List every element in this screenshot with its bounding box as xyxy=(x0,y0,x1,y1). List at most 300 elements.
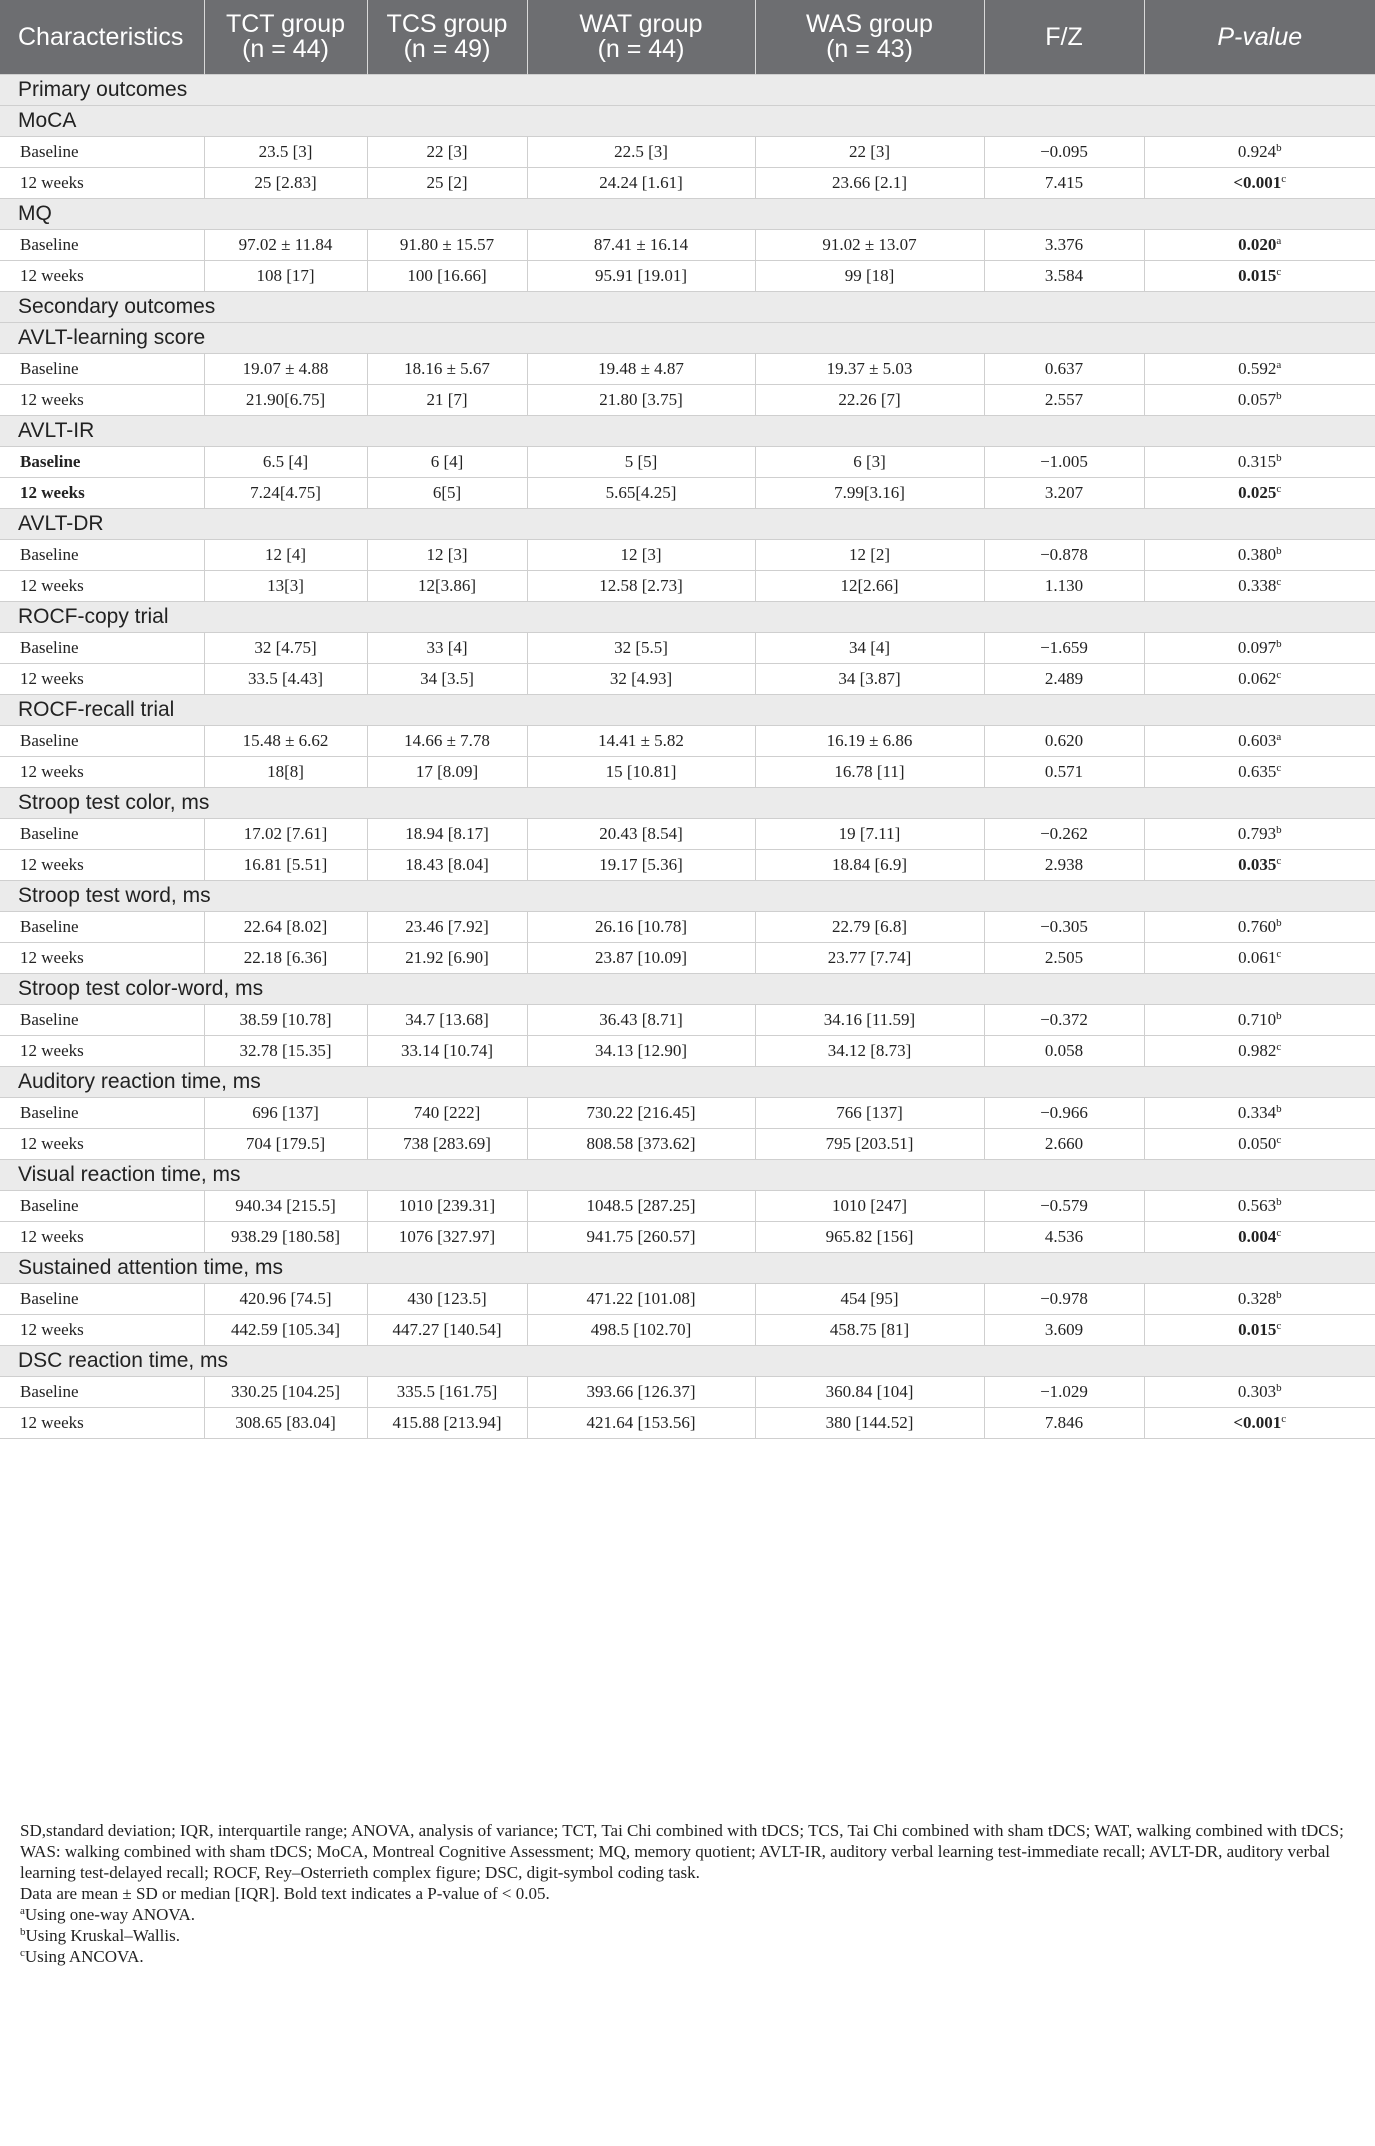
cell-tct: 18[8] xyxy=(204,757,367,788)
cell-p-value xyxy=(1144,912,1375,943)
cell-wat: 12 [3] xyxy=(527,540,755,571)
p-value: 0.710 xyxy=(1237,1010,1277,1029)
row-label: Baseline xyxy=(0,819,204,850)
p-value-footnote-mark: b xyxy=(1276,1382,1282,1394)
cell-tct: 22.64 [8.02] xyxy=(204,912,367,943)
section-row xyxy=(0,695,1375,726)
cell-tcs: 25 [2] xyxy=(367,168,527,199)
cell-wat: 22.5 [3] xyxy=(527,137,755,168)
cell-fz: −1.659 xyxy=(984,633,1144,664)
section-row xyxy=(0,1253,1375,1284)
cell-wat: 498.5 [102.70] xyxy=(527,1315,755,1346)
p-value-footnote-mark: a xyxy=(1276,359,1282,371)
cell-p-value xyxy=(1144,478,1375,509)
cell-p-value xyxy=(1144,1098,1375,1129)
cell-wat: 95.91 [19.01] xyxy=(527,261,755,292)
cell-was: 34.16 [11.59] xyxy=(755,1005,984,1036)
cell-p-value xyxy=(1144,230,1375,261)
section-label: Secondary outcomes xyxy=(0,292,1375,323)
p-value: 0.062 xyxy=(1238,669,1277,688)
cell-tct: 940.34 [215.5] xyxy=(204,1191,367,1222)
cell-wat: 21.80 [3.75] xyxy=(527,385,755,416)
p-value-footnote-mark: c xyxy=(1276,1227,1282,1239)
cell-tct: 420.96 [74.5] xyxy=(204,1284,367,1315)
cell-tct: 25 [2.83] xyxy=(204,168,367,199)
p-value: 0.050 xyxy=(1238,1134,1277,1153)
p-value: 0.328 xyxy=(1237,1289,1277,1308)
cell-p-value xyxy=(1144,261,1375,292)
cell-was: 19 [7.11] xyxy=(755,819,984,850)
p-value-footnote-mark: c xyxy=(1276,576,1282,588)
footnote-item xyxy=(20,1946,1365,1967)
cell-tct: 17.02 [7.61] xyxy=(204,819,367,850)
section-label: MQ xyxy=(0,199,1375,230)
cell-wat: 421.64 [153.56] xyxy=(527,1408,755,1439)
footnote-mark: c xyxy=(20,1947,25,1959)
p-value: 0.635 xyxy=(1238,762,1277,781)
cell-tct: 32.78 [15.35] xyxy=(204,1036,367,1067)
cell-tcs: 17 [8.09] xyxy=(367,757,527,788)
cell-fz: −1.005 xyxy=(984,447,1144,478)
cell-was: 34 [4] xyxy=(755,633,984,664)
cell-tcs: 34.7 [13.68] xyxy=(367,1005,527,1036)
cell-tct: 938.29 [180.58] xyxy=(204,1222,367,1253)
cell-fz: 3.584 xyxy=(984,261,1144,292)
cell-fz: 0.637 xyxy=(984,354,1144,385)
section-row xyxy=(0,1160,1375,1191)
cell-tct: 108 [17] xyxy=(204,261,367,292)
p-value-footnote-mark: c xyxy=(1276,1041,1282,1053)
section-label: Stroop test color, ms xyxy=(0,788,1375,819)
cell-fz: 3.207 xyxy=(984,478,1144,509)
table-body xyxy=(0,75,1375,1439)
cell-tct: 33.5 [4.43] xyxy=(204,664,367,695)
cell-wat: 1048.5 [287.25] xyxy=(527,1191,755,1222)
p-value-footnote-mark: b xyxy=(1276,452,1282,464)
cell-wat: 34.13 [12.90] xyxy=(527,1036,755,1067)
cell-tct: 22.18 [6.36] xyxy=(204,943,367,974)
row-label: 12 weeks xyxy=(0,1315,204,1346)
cell-was: 34.12 [8.73] xyxy=(755,1036,984,1067)
section-label: AVLT-IR xyxy=(0,416,1375,447)
cell-p-value xyxy=(1144,633,1375,664)
cell-tct: 19.07 ± 4.88 xyxy=(204,354,367,385)
table-row xyxy=(0,385,1375,416)
header-was: WAS group (n = 43) xyxy=(755,0,984,75)
p-value: 0.097 xyxy=(1237,638,1277,657)
cell-was: 22.26 [7] xyxy=(755,385,984,416)
row-label: 12 weeks xyxy=(0,1408,204,1439)
section-label: Primary outcomes xyxy=(0,75,1375,106)
cell-p-value xyxy=(1144,354,1375,385)
cell-was: 458.75 [81] xyxy=(755,1315,984,1346)
table-row xyxy=(0,1129,1375,1160)
table-row xyxy=(0,447,1375,478)
cell-tct: 6.5 [4] xyxy=(204,447,367,478)
table-row xyxy=(0,943,1375,974)
p-value: 0.380 xyxy=(1237,545,1277,564)
cell-tct: 696 [137] xyxy=(204,1098,367,1129)
cell-fz: −0.262 xyxy=(984,819,1144,850)
row-label: Baseline xyxy=(0,540,204,571)
cell-fz: 2.557 xyxy=(984,385,1144,416)
p-value-footnote-mark: c xyxy=(1276,1320,1282,1332)
cell-fz: −0.095 xyxy=(984,137,1144,168)
cell-p-value xyxy=(1144,137,1375,168)
p-value-footnote-mark: c xyxy=(1276,762,1282,774)
row-label: Baseline xyxy=(0,912,204,943)
cell-tcs: 415.88 [213.94] xyxy=(367,1408,527,1439)
header-tct-n: (n = 44) xyxy=(242,35,329,63)
row-label: Baseline xyxy=(0,1284,204,1315)
cell-was: 34 [3.87] xyxy=(755,664,984,695)
cell-fz: 3.376 xyxy=(984,230,1144,261)
cell-tcs: 34 [3.5] xyxy=(367,664,527,695)
cell-tct: 32 [4.75] xyxy=(204,633,367,664)
p-value-footnote-mark: b xyxy=(1276,824,1282,836)
cell-tcs: 18.43 [8.04] xyxy=(367,850,527,881)
cell-wat: 87.41 ± 16.14 xyxy=(527,230,755,261)
cell-fz: −0.878 xyxy=(984,540,1144,571)
row-label: 12 weeks xyxy=(0,478,204,509)
cell-tcs: 6[5] xyxy=(367,478,527,509)
p-value-footnote-mark: b xyxy=(1276,917,1282,929)
cell-tcs: 12[3.86] xyxy=(367,571,527,602)
row-label: Baseline xyxy=(0,354,204,385)
cell-tct: 16.81 [5.51] xyxy=(204,850,367,881)
cell-was: 965.82 [156] xyxy=(755,1222,984,1253)
table-row xyxy=(0,1284,1375,1315)
row-label: 12 weeks xyxy=(0,1222,204,1253)
cell-p-value xyxy=(1144,385,1375,416)
cell-wat: 808.58 [373.62] xyxy=(527,1129,755,1160)
section-label: MoCA xyxy=(0,106,1375,137)
p-value-footnote-mark: c xyxy=(1276,483,1282,495)
section-label: Stroop test color-word, ms xyxy=(0,974,1375,1005)
cell-was: 16.78 [11] xyxy=(755,757,984,788)
section-row xyxy=(0,881,1375,912)
p-value-footnote-mark: b xyxy=(1276,142,1282,154)
table-row xyxy=(0,1191,1375,1222)
p-value: 0.982 xyxy=(1238,1041,1277,1060)
header-wat: WAT group (n = 44) xyxy=(527,0,755,75)
cell-tcs: 1076 [327.97] xyxy=(367,1222,527,1253)
cell-fz: 2.489 xyxy=(984,664,1144,695)
cell-fz: −0.372 xyxy=(984,1005,1144,1036)
cell-p-value xyxy=(1144,1408,1375,1439)
footnote-data-note: Data are mean ± SD or median [IQR]. Bold text indicates a P-value of < 0.05. xyxy=(20,1884,550,1903)
row-label: 12 weeks xyxy=(0,385,204,416)
row-label: 12 weeks xyxy=(0,571,204,602)
cell-wat: 471.22 [101.08] xyxy=(527,1284,755,1315)
cell-fz: 0.571 xyxy=(984,757,1144,788)
cell-p-value xyxy=(1144,943,1375,974)
cell-was: 795 [203.51] xyxy=(755,1129,984,1160)
cell-fz: 7.415 xyxy=(984,168,1144,199)
cell-was: 12[2.66] xyxy=(755,571,984,602)
cell-tcs: 18.16 ± 5.67 xyxy=(367,354,527,385)
header-tcs: TCS group (n = 49) xyxy=(367,0,527,75)
row-label: Baseline xyxy=(0,1005,204,1036)
table-row xyxy=(0,633,1375,664)
cell-was: 99 [18] xyxy=(755,261,984,292)
header-tcs-n: (n = 49) xyxy=(403,35,491,63)
p-value: 0.025 xyxy=(1238,483,1277,502)
footnote-item xyxy=(20,1904,1365,1925)
cell-tcs: 740 [222] xyxy=(367,1098,527,1129)
row-label: Baseline xyxy=(0,1377,204,1408)
p-value: 0.061 xyxy=(1238,948,1277,967)
p-value-footnote-mark: c xyxy=(1276,1134,1282,1146)
section-label: AVLT-DR xyxy=(0,509,1375,540)
cell-p-value xyxy=(1144,1005,1375,1036)
section-label: DSC reaction time, ms xyxy=(0,1346,1375,1377)
cell-fz: −0.305 xyxy=(984,912,1144,943)
cell-fz: 2.938 xyxy=(984,850,1144,881)
p-value-footnote-mark: c xyxy=(1281,173,1287,185)
p-value: 0.315 xyxy=(1237,452,1277,471)
table-row xyxy=(0,757,1375,788)
footnote-mark: a xyxy=(20,1905,25,1917)
row-label: Baseline xyxy=(0,447,204,478)
row-label: Baseline xyxy=(0,137,204,168)
p-value: <0.001 xyxy=(1233,173,1282,192)
table-row xyxy=(0,354,1375,385)
p-value-footnote-mark: c xyxy=(1281,1413,1287,1425)
section-row xyxy=(0,292,1375,323)
row-label: 12 weeks xyxy=(0,1129,204,1160)
header-p-value: P-value xyxy=(1144,0,1375,75)
cell-tcs: 100 [16.66] xyxy=(367,261,527,292)
section-label: Visual reaction time, ms xyxy=(0,1160,1375,1191)
cell-fz: 2.660 xyxy=(984,1129,1144,1160)
footnote-item xyxy=(20,1925,1365,1946)
cell-was: 1010 [247] xyxy=(755,1191,984,1222)
cell-tcs: 22 [3] xyxy=(367,137,527,168)
cell-tct: 97.02 ± 11.84 xyxy=(204,230,367,261)
cell-was: 23.77 [7.74] xyxy=(755,943,984,974)
cell-was: 380 [144.52] xyxy=(755,1408,984,1439)
cell-wat: 32 [4.93] xyxy=(527,664,755,695)
cell-tcs: 33.14 [10.74] xyxy=(367,1036,527,1067)
p-value: 0.035 xyxy=(1238,855,1277,874)
cell-was: 766 [137] xyxy=(755,1098,984,1129)
cell-fz: 2.505 xyxy=(984,943,1144,974)
cell-wat: 24.24 [1.61] xyxy=(527,168,755,199)
section-row xyxy=(0,602,1375,633)
header-fz: F/Z xyxy=(984,0,1144,75)
cell-tcs: 738 [283.69] xyxy=(367,1129,527,1160)
cell-tcs: 6 [4] xyxy=(367,447,527,478)
cell-fz: 7.846 xyxy=(984,1408,1144,1439)
p-value: 0.057 xyxy=(1237,390,1277,409)
cell-p-value xyxy=(1144,726,1375,757)
section-row xyxy=(0,199,1375,230)
p-value: 0.793 xyxy=(1237,824,1277,843)
cell-tcs: 430 [123.5] xyxy=(367,1284,527,1315)
section-row xyxy=(0,416,1375,447)
p-value: 0.004 xyxy=(1238,1227,1277,1246)
cell-wat: 19.48 ± 4.87 xyxy=(527,354,755,385)
table-row xyxy=(0,1005,1375,1036)
table-row xyxy=(0,664,1375,695)
p-value-footnote-mark: b xyxy=(1276,1196,1282,1208)
cell-tct: 704 [179.5] xyxy=(204,1129,367,1160)
p-value: 0.303 xyxy=(1237,1382,1277,1401)
table-row xyxy=(0,850,1375,881)
section-label: Sustained attention time, ms xyxy=(0,1253,1375,1284)
cell-wat: 23.87 [10.09] xyxy=(527,943,755,974)
section-label: ROCF-recall trial xyxy=(0,695,1375,726)
table-row xyxy=(0,230,1375,261)
p-value-footnote-mark: b xyxy=(1276,638,1282,650)
cell-tct: 21.90[6.75] xyxy=(204,385,367,416)
p-value: 0.338 xyxy=(1238,576,1277,595)
cell-tcs: 23.46 [7.92] xyxy=(367,912,527,943)
row-label: 12 weeks xyxy=(0,1036,204,1067)
cell-tct: 38.59 [10.78] xyxy=(204,1005,367,1036)
cell-p-value xyxy=(1144,1129,1375,1160)
table-row xyxy=(0,1036,1375,1067)
cell-tcs: 21.92 [6.90] xyxy=(367,943,527,974)
section-label: ROCF-copy trial xyxy=(0,602,1375,633)
p-value: 0.020 xyxy=(1238,235,1277,254)
cell-fz: 1.130 xyxy=(984,571,1144,602)
cell-tcs: 447.27 [140.54] xyxy=(367,1315,527,1346)
cell-tcs: 1010 [239.31] xyxy=(367,1191,527,1222)
table-row xyxy=(0,261,1375,292)
cell-p-value xyxy=(1144,819,1375,850)
cell-was: 454 [95] xyxy=(755,1284,984,1315)
cell-p-value xyxy=(1144,757,1375,788)
cell-p-value xyxy=(1144,540,1375,571)
section-row xyxy=(0,974,1375,1005)
table-header xyxy=(0,0,1375,75)
footnote-text: Using Kruskal–Wallis. xyxy=(25,1926,180,1945)
cell-tcs: 18.94 [8.17] xyxy=(367,819,527,850)
table-row xyxy=(0,168,1375,199)
table-row xyxy=(0,1377,1375,1408)
cell-was: 360.84 [104] xyxy=(755,1377,984,1408)
row-label: 12 weeks xyxy=(0,850,204,881)
cell-was: 23.66 [2.1] xyxy=(755,168,984,199)
section-label: Auditory reaction time, ms xyxy=(0,1067,1375,1098)
row-label: Baseline xyxy=(0,633,204,664)
cell-fz: 0.620 xyxy=(984,726,1144,757)
cell-wat: 19.17 [5.36] xyxy=(527,850,755,881)
header-wat-n: (n = 44) xyxy=(597,35,685,63)
footnote-text: Using one-way ANOVA. xyxy=(24,1905,196,1924)
row-label: 12 weeks xyxy=(0,168,204,199)
cell-p-value xyxy=(1144,168,1375,199)
cell-fz: 3.609 xyxy=(984,1315,1144,1346)
table-footnotes xyxy=(20,1820,1365,1967)
section-row xyxy=(0,1346,1375,1377)
cell-fz: −1.029 xyxy=(984,1377,1144,1408)
p-value: 0.924 xyxy=(1237,142,1277,161)
p-value: 0.334 xyxy=(1237,1103,1277,1122)
p-value-footnote-mark: b xyxy=(1276,1010,1282,1022)
p-value: <0.001 xyxy=(1233,1413,1282,1432)
p-value: 0.592 xyxy=(1238,359,1277,378)
p-value-footnote-mark: c xyxy=(1276,669,1282,681)
cell-wat: 26.16 [10.78] xyxy=(527,912,755,943)
section-label: Stroop test word, ms xyxy=(0,881,1375,912)
cell-tct: 330.25 [104.25] xyxy=(204,1377,367,1408)
table-row xyxy=(0,571,1375,602)
cell-p-value xyxy=(1144,1191,1375,1222)
row-label: 12 weeks xyxy=(0,664,204,695)
section-label: AVLT-learning score xyxy=(0,323,1375,354)
cell-tct: 23.5 [3] xyxy=(204,137,367,168)
cell-was: 12 [2] xyxy=(755,540,984,571)
cell-tct: 308.65 [83.04] xyxy=(204,1408,367,1439)
cell-was: 22.79 [6.8] xyxy=(755,912,984,943)
p-value-footnote-mark: b xyxy=(1276,1289,1282,1301)
p-value-footnote-mark: c xyxy=(1276,855,1282,867)
cell-wat: 32 [5.5] xyxy=(527,633,755,664)
table-row xyxy=(0,1098,1375,1129)
table-row xyxy=(0,819,1375,850)
cell-tct: 12 [4] xyxy=(204,540,367,571)
cell-was: 7.99[3.16] xyxy=(755,478,984,509)
table-row xyxy=(0,1222,1375,1253)
cell-wat: 20.43 [8.54] xyxy=(527,819,755,850)
p-value-footnote-mark: c xyxy=(1276,266,1282,278)
p-value-footnote-mark: a xyxy=(1276,731,1282,743)
cell-wat: 36.43 [8.71] xyxy=(527,1005,755,1036)
cell-was: 6 [3] xyxy=(755,447,984,478)
cell-p-value xyxy=(1144,664,1375,695)
cell-fz: −0.966 xyxy=(984,1098,1144,1129)
table-row xyxy=(0,478,1375,509)
section-row xyxy=(0,106,1375,137)
section-row xyxy=(0,509,1375,540)
cell-was: 22 [3] xyxy=(755,137,984,168)
p-value: 0.015 xyxy=(1238,1320,1277,1339)
cell-was: 16.19 ± 6.86 xyxy=(755,726,984,757)
cell-tcs: 335.5 [161.75] xyxy=(367,1377,527,1408)
cell-p-value xyxy=(1144,447,1375,478)
cell-tct: 442.59 [105.34] xyxy=(204,1315,367,1346)
cell-tcs: 91.80 ± 15.57 xyxy=(367,230,527,261)
row-label: 12 weeks xyxy=(0,757,204,788)
cell-tct: 15.48 ± 6.62 xyxy=(204,726,367,757)
row-label: Baseline xyxy=(0,1098,204,1129)
cell-p-value xyxy=(1144,1315,1375,1346)
header-was-n: (n = 43) xyxy=(826,35,913,63)
cell-p-value xyxy=(1144,571,1375,602)
cell-wat: 5 [5] xyxy=(527,447,755,478)
cell-tcs: 14.66 ± 7.78 xyxy=(367,726,527,757)
cell-p-value xyxy=(1144,850,1375,881)
cell-wat: 730.22 [216.45] xyxy=(527,1098,755,1129)
footnote-list xyxy=(20,1904,1365,1967)
section-row xyxy=(0,75,1375,106)
p-value-footnote-mark: a xyxy=(1276,235,1282,247)
cell-was: 19.37 ± 5.03 xyxy=(755,354,984,385)
cell-wat: 15 [10.81] xyxy=(527,757,755,788)
cell-tcs: 33 [4] xyxy=(367,633,527,664)
cell-tct: 7.24[4.75] xyxy=(204,478,367,509)
cell-wat: 14.41 ± 5.82 xyxy=(527,726,755,757)
footnote-abbreviations: SD,standard deviation; IQR, interquartile range; ANOVA, analysis of variance; TCT, Tai Chi combined with tDCS; TCS, Tai Chi combined with sham tDCS; WAT, walking combined with tDCS; WAS: walking combined with sham tDCS; MoCA, Montreal Cognitive Assessment; MQ, memory quotient; AVLT-IR, auditory verbal learning test-immediate recall; AVLT-DR, auditory verbal learning test-delayed recall; ROCF, Rey–Osterrieth complex figure; DSC, digit-symbol coding task. xyxy=(20,1821,1344,1882)
cell-fz: 4.536 xyxy=(984,1222,1144,1253)
row-label: Baseline xyxy=(0,726,204,757)
table-row xyxy=(0,1315,1375,1346)
row-label: 12 weeks xyxy=(0,943,204,974)
footnote-text: Using ANCOVA. xyxy=(24,1947,144,1966)
